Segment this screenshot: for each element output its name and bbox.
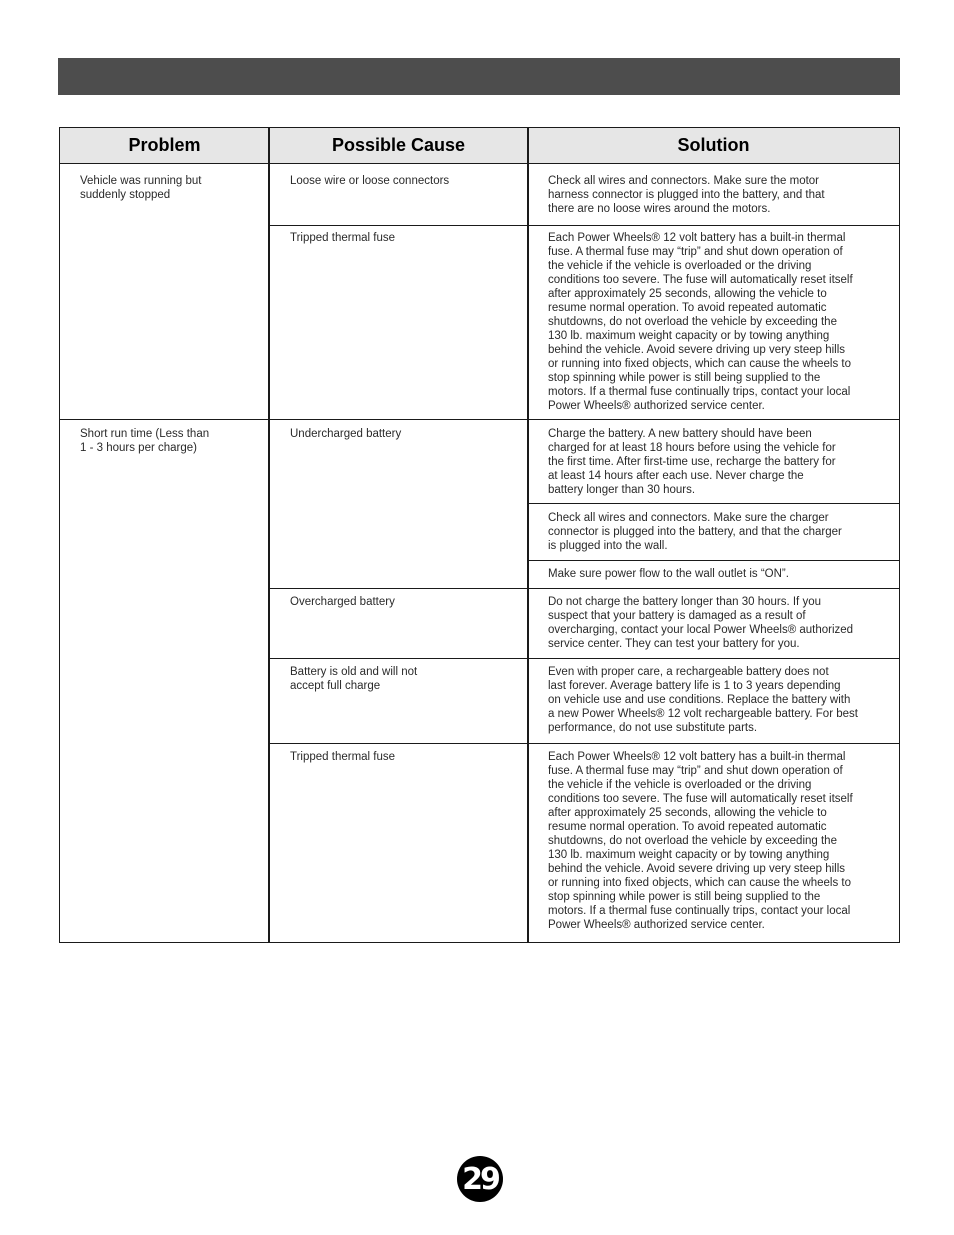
cause-cell: Overcharged battery (290, 596, 395, 608)
solution-cell: Do not charge the battery longer than 30 hours. If you suspect that your battery is damaged as a result of overcharging, contact your local Power Wheels® authorized service center. They can test your battery for you. (548, 596, 854, 650)
header-problem: Problem (60, 128, 269, 164)
solution-cell: Check all wires and connectors. Make sure the charger connector is plugged into the battery, and that the charger is plugged into the wall. (548, 512, 842, 552)
cause-cell: Loose wire or loose connectors (290, 175, 450, 187)
troubleshooting-table (59, 127, 900, 943)
row-divider (528, 503, 899, 504)
cause-cell: Tripped thermal fuse (290, 751, 396, 763)
header-bar (58, 58, 900, 95)
solution-cell: Even with proper care, a rechargeable battery does not last forever. Average battery life is 1 to 3 years depending on vehicle use and use conditions. Replace the battery with a new Power Wheels® 12 volt rechargeable battery. For best performance, do not use substitute parts. (548, 666, 858, 734)
solution-cell: Charge the battery. A new battery should have been charged for at least 18 hours before using the vehicle for the first time. After first-time use, recharge the battery for at least 14 hours after each use. Never charge the battery longer than 30 hours. (548, 428, 836, 496)
problem-cell: Vehicle was running but suddenly stopped (80, 175, 202, 201)
solution-cell: Make sure power flow to the wall outlet is “ON”. (548, 568, 789, 580)
row-divider (269, 225, 899, 226)
solution-cell: Each Power Wheels® 12 volt battery has a built-in thermal fuse. A thermal fuse may “trip” and shut down operation of the vehicle if the vehicle is overloaded or the driving conditions too severe. The fuse will automatically reset itself after approximately 25 seconds, allowing the vehicle to resume normal operation. To avoid repeated automatic shutdowns, do not overload the vehicle by exceeding the 130 lb. maximum weight capacity or by towing anything behind the vehicle. Avoid severe driving up very steep hills or running into fixed objects, which can cause the wheels to stop spinning while power is still being supplied to the motors. If a thermal fuse continually trips, contact your local Power Wheels® authorized service center. (548, 232, 853, 412)
column-divider (268, 128, 270, 942)
column-divider (527, 128, 529, 942)
cause-cell: Tripped thermal fuse (290, 232, 396, 244)
row-divider (269, 658, 899, 659)
row-divider (60, 419, 899, 420)
row-divider (269, 588, 899, 589)
solution-cell: Each Power Wheels® 12 volt battery has a built-in thermal fuse. A thermal fuse may “trip” and shut down operation of the vehicle if the vehicle is overloaded or the driving conditions too severe. The fuse will automatically reset itself after approximately 25 seconds, allowing the vehicle to resume normal operation. To avoid repeated automatic shutdowns, do not overload the vehicle by exceeding the 130 lb. maximum weight capacity or by towing anything behind the vehicle. Avoid severe driving up very steep hills or running into fixed objects, which can cause the wheels to stop spinning while power is still being supplied to the motors. If a thermal fuse continually trips, contact your local Power Wheels® authorized service center. (548, 751, 853, 931)
cause-cell: Undercharged battery (290, 428, 402, 440)
problem-cell: Short run time (Less than 1 - 3 hours per charge) (80, 428, 210, 454)
cause-cell: Battery is old and will not accept full charge (290, 666, 418, 692)
header-solution: Solution (528, 128, 899, 164)
row-divider (528, 560, 899, 561)
page-number: 29 (457, 1156, 503, 1202)
row-divider (269, 743, 899, 744)
header-possible-cause: Possible Cause (269, 128, 528, 164)
solution-cell: Check all wires and connectors. Make sure the motor harness connector is plugged into the battery, and that there are no loose wires around the motors. (548, 175, 825, 215)
